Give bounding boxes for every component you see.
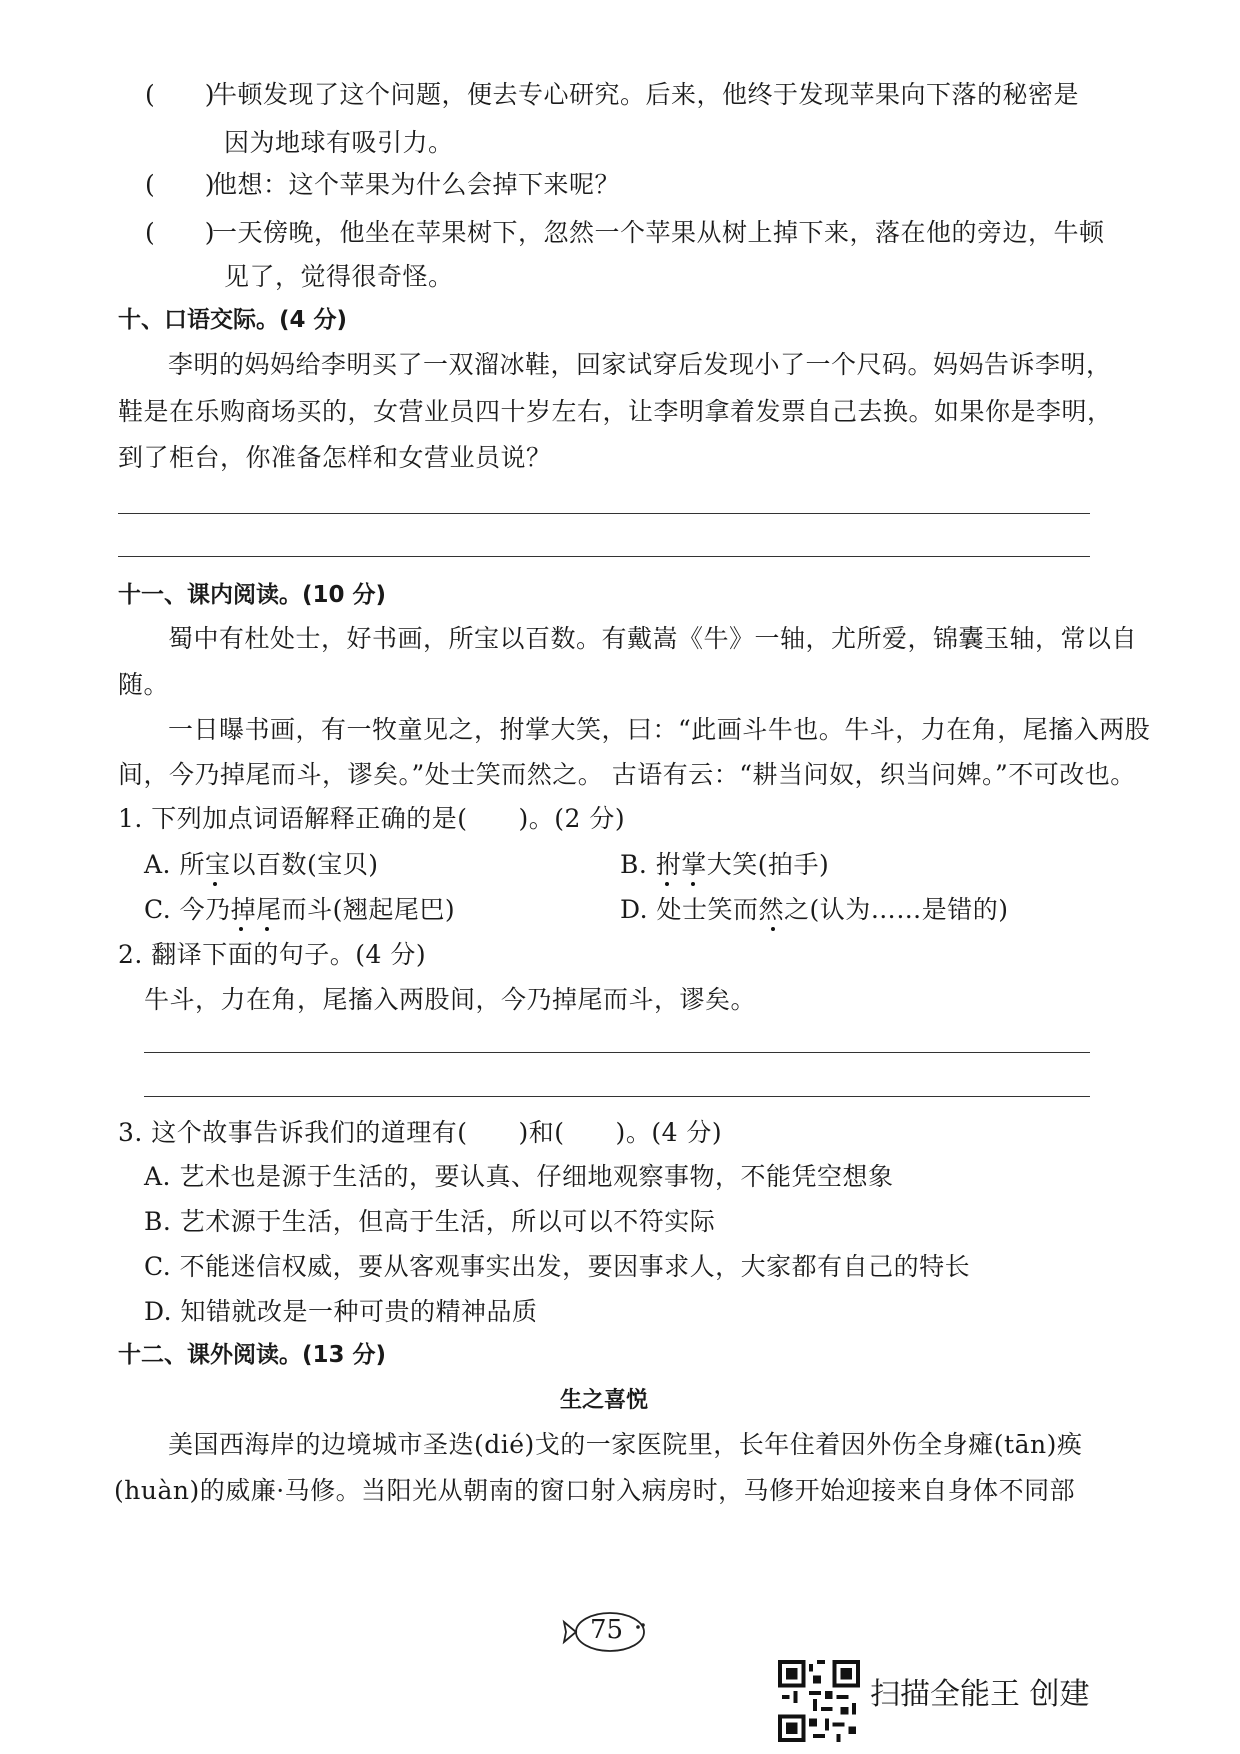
answer-line-10-2[interactable] — [118, 556, 1090, 557]
section-12-para-line2: (huàn)的威廉·马修。当阳光从朝南的窗口射入病房时，马修开始迎接来自身体不同部 — [114, 1476, 1076, 1505]
answer-line-q2-1[interactable] — [144, 1052, 1090, 1053]
q2-sentence: 牛斗，力在角，尾搐入两股间，今乃掉尾而斗，谬矣。 — [144, 985, 757, 1014]
order-item-1-line2: 因为地球有吸引力。 — [224, 128, 454, 157]
order-bracket-2[interactable]: ( ) — [145, 170, 215, 199]
section-11-para1-line2: 随。 — [118, 670, 170, 699]
article-title: 生之喜悦 — [560, 1388, 649, 1413]
section-10-para-line1: 李明的妈妈给李明买了一双溜冰鞋，回家试穿后发现小了一个尺码。妈妈告诉李明， — [168, 350, 1112, 379]
emphasis-dot — [665, 882, 669, 886]
qr-code-icon — [778, 1660, 860, 1742]
section-11-para1-line1: 蜀中有杜处士，好书画，所宝以百数。有戴嵩《牛》一轴，尤所爱，锦囊玉轴，常以自 — [168, 624, 1138, 653]
page-number-badge — [560, 1610, 656, 1654]
q1-option-b[interactable]: B. 拊掌大笑(拍手) — [620, 850, 830, 879]
answer-line-q2-2[interactable] — [144, 1096, 1090, 1097]
section-10-para-line2: 鞋是在乐购商场买的，女营业员四十岁左右，让李明拿着发票自己去换。如果你是李明， — [118, 397, 1113, 426]
q1-option-d[interactable]: D. 处士笑而然之(认为……是错的) — [620, 895, 1009, 924]
section-10-heading: 十、口语交际。(4 分) — [118, 307, 348, 333]
q1-option-c[interactable]: C. 今乃掉尾而斗(翘起尾巴) — [144, 895, 456, 924]
page-number: 75 — [590, 1615, 624, 1645]
q1-prompt: 1. 下列加点词语解释正确的是( )。(2 分) — [118, 804, 626, 833]
order-item-3-line2: 见了，觉得很奇怪。 — [224, 262, 454, 291]
answer-line-10-1[interactable] — [118, 513, 1090, 514]
section-10-para-line3: 到了柜台，你准备怎样和女营业员说？ — [118, 443, 552, 472]
order-bracket-3[interactable]: ( ) — [145, 218, 215, 247]
emphasis-dot — [265, 927, 269, 931]
q3-option-c[interactable]: C. 不能迷信权威，要从客观事实出发，要因事求人，大家都有自己的特长 — [144, 1252, 971, 1281]
emphasis-dot — [213, 882, 217, 886]
order-item-2-line1: 他想：这个苹果为什么会掉下来呢？ — [212, 170, 621, 199]
q3-option-d[interactable]: D. 知错就改是一种可贵的精神品质 — [144, 1297, 538, 1326]
scanner-watermark: 扫描全能王 创建 — [870, 1677, 1090, 1712]
emphasis-dot — [239, 927, 243, 931]
emphasis-dot — [691, 882, 695, 886]
q3-option-a[interactable]: A. 艺术也是源于生活的，要认真、仔细地观察事物，不能凭空想象 — [144, 1162, 894, 1191]
order-bracket-1[interactable]: ( ) — [145, 80, 215, 109]
section-11-para2-line1: 一日曝书画，有一牧童见之，拊掌大笑，曰：“此画斗牛也。牛斗，力在角，尾搐入两股 — [168, 715, 1151, 744]
order-item-1-line1: 牛顿发现了这个问题，便去专心研究。后来，他终于发现苹果向下落的秘密是 — [212, 80, 1080, 109]
q3-option-b[interactable]: B. 艺术源于生活，但高于生活，所以可以不符实际 — [144, 1207, 716, 1236]
q3-prompt: 3. 这个故事告诉我们的道理有( )和( )。(4 分) — [118, 1118, 723, 1147]
section-11-para2-line2: 间，今乃掉尾而斗，谬矣。”处士笑而然之。 古语有云：“耕当问奴，织当问婢。”不可改也。 — [118, 760, 1136, 789]
section-11-heading: 十一、课内阅读。(10 分) — [118, 582, 387, 608]
q1-option-a[interactable]: A. 所宝以百数(宝贝) — [144, 850, 379, 879]
section-12-heading: 十二、课外阅读。(13 分) — [118, 1342, 387, 1368]
q2-prompt: 2. 翻译下面的句子。(4 分) — [118, 940, 427, 969]
section-12-para-line1: 美国西海岸的边境城市圣迭(dié)戈的一家医院里，长年住着因外伤全身瘫(tān)痪 — [168, 1430, 1083, 1459]
order-item-3-line1: 一天傍晚，他坐在苹果树下，忽然一个苹果从树上掉下来，落在他的旁边，牛顿 — [212, 218, 1105, 247]
emphasis-dot — [771, 927, 775, 931]
